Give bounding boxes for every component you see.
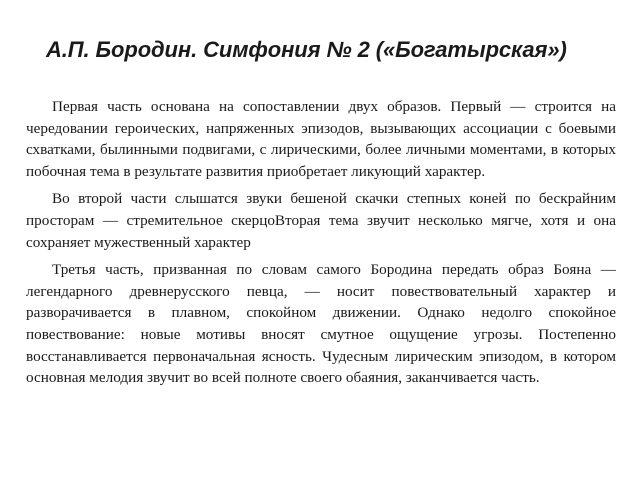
- paragraph-third-movement: Третья часть, призванная по словам самого Бородина передать образ Бояна — легендарного древнерусского певца, — носит повествовательный характер и разворачивается в плавном, спокойном движении. Однако недолго спокойное повествование: новые мотивы вносят смутное ощущение угрозы. Постепенно восстанавливается первоначальная ясность. Чудесным лирическим эпизодом, в котором основная мелодия звучит во всей полноте своего обаяния, заканчивается часть.: [26, 261, 616, 387]
- page-title: А.П. Бородин. Симфония № 2 («Богатырская»): [46, 37, 567, 62]
- paragraph-first-movement: Первая часть основана на сопоставлении двух образов. Первый — строится на чередовании героических, напряженных эпизодов, вызывающих ассоциации с боевыми схватками, былинными подвигами, с лирическими, более личными моментами, в которых побочная тема в результате развития приобретает ликующий характер.: [26, 98, 616, 180]
- body-text: [26, 96, 616, 395]
- paragraph-second-movement: Во второй части слышатся звуки бешеной скачки степных коней по бескрайним просторам — стремительное скерцоВторая тема звучит несколько мягче, хотя и она сохраняет мужественный характер: [26, 190, 616, 251]
